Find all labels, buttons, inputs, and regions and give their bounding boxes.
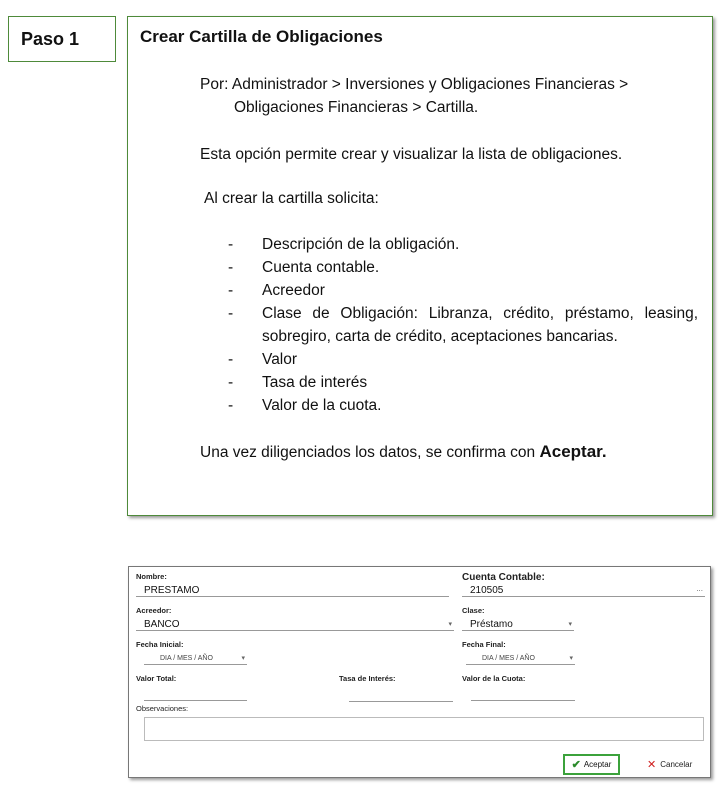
chevron-down-icon: ▾ (448, 621, 452, 628)
list-item: - Cuenta contable. (228, 256, 698, 279)
requests-intro: Al crear la cartilla solicita: (204, 190, 379, 207)
chevron-down-icon: ▾ (568, 621, 572, 628)
requirements-list (228, 233, 698, 417)
tasa-interes-input[interactable] (349, 689, 453, 702)
list-item: - Tasa de interés (228, 371, 698, 394)
cuenta-contable-input[interactable] (462, 584, 705, 597)
fecha-inicial-input[interactable] (144, 652, 247, 665)
bullet-dash: - (228, 282, 234, 299)
accept-button[interactable] (563, 754, 620, 775)
clase-value: Préstamo (470, 619, 513, 630)
list-item: - Acreedor (228, 279, 698, 302)
cancel-button[interactable] (647, 758, 692, 771)
bullet-dash: - (228, 236, 234, 253)
list-item: - Descripción de la obligación. (228, 233, 698, 256)
nombre-label: Nombre: (136, 572, 167, 581)
clase-label: Clase: (462, 606, 485, 615)
fecha-final-input[interactable] (466, 652, 575, 665)
fecha-final-placeholder: DIA / MES / AÑO (482, 655, 535, 662)
more-icon[interactable]: ... (696, 584, 703, 593)
bullet-dash: - (228, 259, 234, 276)
list-item: - Valor de la cuota. (228, 394, 698, 417)
accept-label: Aceptar (583, 760, 612, 769)
close-icon: ✕ (647, 759, 657, 771)
check-icon: ✔ (571, 759, 581, 771)
clase-select[interactable] (462, 618, 574, 631)
description-text: Esta opción permite crear y visualizar la lista de obligaciones. (200, 146, 623, 163)
confirm-bold: Aceptar. (539, 442, 607, 461)
confirm-text: Una vez diligenciados los datos, se confirma con Aceptar. (200, 442, 607, 461)
bullet-dash: - (228, 374, 234, 391)
valor-total-label: Valor Total: (136, 674, 177, 683)
list-item: - Clase de Obligación: Libranza, crédito, préstamo, leasing, sobregiro, carta de crédito, aceptaciones bancarias. (228, 302, 698, 348)
step-label: Paso 1 (21, 28, 80, 49)
fecha-inicial-label: Fecha Inicial: (136, 640, 184, 649)
acreedor-label: Acreedor: (136, 606, 172, 615)
bullet-dash: - (228, 351, 234, 368)
observaciones-textarea[interactable] (144, 717, 704, 741)
cuenta-contable-value: 210505 (470, 585, 504, 596)
bullet-dash: - (228, 305, 234, 322)
tasa-interes-label: Tasa de Interés: (339, 674, 396, 683)
valor-total-input[interactable] (144, 688, 247, 701)
instructions-panel (127, 16, 713, 516)
menu-path-line1: Por: Administrador > Inversiones y Obligaciones Financieras > (200, 76, 629, 93)
valor-cuota-input[interactable] (471, 688, 575, 701)
obligation-form-screenshot (128, 566, 711, 778)
nombre-input[interactable]: PRESTAMO (136, 584, 449, 597)
list-item: - Valor (228, 348, 698, 371)
fecha-inicial-placeholder: DIA / MES / AÑO (160, 655, 213, 662)
cuenta-contable-label: Cuenta Contable: (462, 572, 545, 583)
menu-path-line2: Obligaciones Financieras > Cartilla. (234, 99, 479, 116)
chevron-down-icon: ▾ (241, 655, 245, 662)
acreedor-value: BANCO (144, 619, 180, 630)
cancel-label: Cancelar (660, 760, 693, 769)
chevron-down-icon: ▾ (569, 655, 573, 662)
observaciones-label: Observaciones: (136, 704, 189, 713)
acreedor-select[interactable] (136, 618, 454, 631)
valor-cuota-label: Valor de la Cuota: (462, 674, 526, 683)
step-label-box (8, 16, 116, 62)
bullet-dash: - (228, 397, 234, 414)
instructions-title: Crear Cartilla de Obligaciones (140, 27, 383, 46)
fecha-final-label: Fecha Final: (462, 640, 506, 649)
